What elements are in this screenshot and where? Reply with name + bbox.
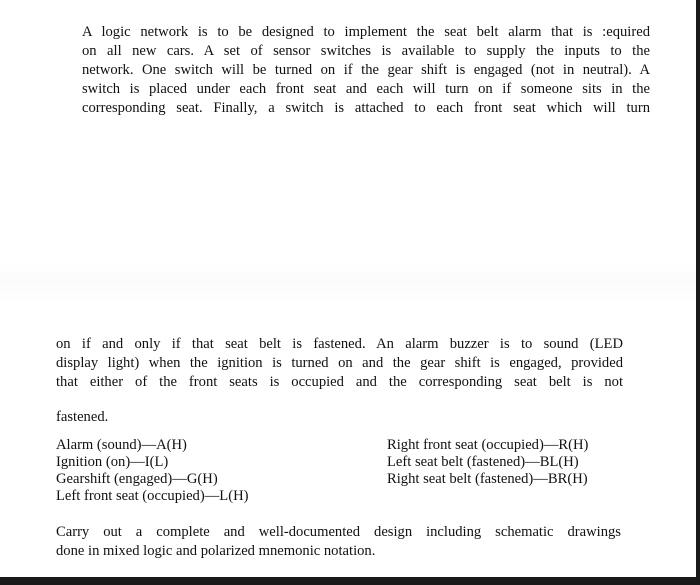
signal-item: Right front seat (occupied)—R(H) (387, 437, 589, 453)
scan-shading (0, 262, 700, 302)
signal-list-left (56, 437, 248, 505)
signal-item: Ignition (on)—I(L) (56, 454, 169, 470)
text-line: A logic network is to be designed to implement the seat belt alarm that is :equired (82, 24, 650, 40)
text-line: done in mixed logic and polarized mnemonic notation. (56, 543, 376, 559)
text-line: that either of the front seats is occupied and the corresponding seat belt is not (56, 374, 623, 390)
signal-item: Left seat belt (fastened)—BL(H) (387, 454, 579, 470)
signal-item: Left front seat (occupied)—L(H) (56, 488, 249, 504)
problem-continuation-paragraph (56, 335, 623, 392)
page-border-bottom (0, 577, 700, 585)
signal-item: Right seat belt (fastened)—BR(H) (387, 471, 588, 487)
page-border-right (696, 0, 700, 585)
signal-item: Gearshift (engaged)—G(H) (56, 471, 218, 487)
signal-item: Alarm (sound)—A(H) (56, 437, 187, 453)
signal-list-right (387, 437, 588, 488)
text-line: network. One switch will be turned on if the gear shift is engaged (not in neutral). A (82, 62, 650, 78)
text-line: on if and only if that seat belt is fastened. An alarm buzzer is to sound (LED (56, 336, 623, 352)
problem-intro-paragraph (82, 23, 650, 118)
text-line: Carry out a complete and well-documented design including schematic drawings (56, 524, 621, 540)
text-line: display light) when the ignition is turned on and the gear shift is engaged, provided (56, 355, 623, 371)
task-paragraph (56, 523, 621, 561)
text-line: fastened. (56, 409, 109, 425)
text-line: switch is placed under each front seat and each will turn on if someone sits in the (82, 81, 650, 97)
problem-continuation-end (56, 408, 356, 427)
text-line: corresponding seat. Finally, a switch is attached to each front seat which will turn (82, 100, 650, 116)
text-line: on all new cars. A set of sensor switches is available to supply the inputs to the (82, 43, 650, 59)
